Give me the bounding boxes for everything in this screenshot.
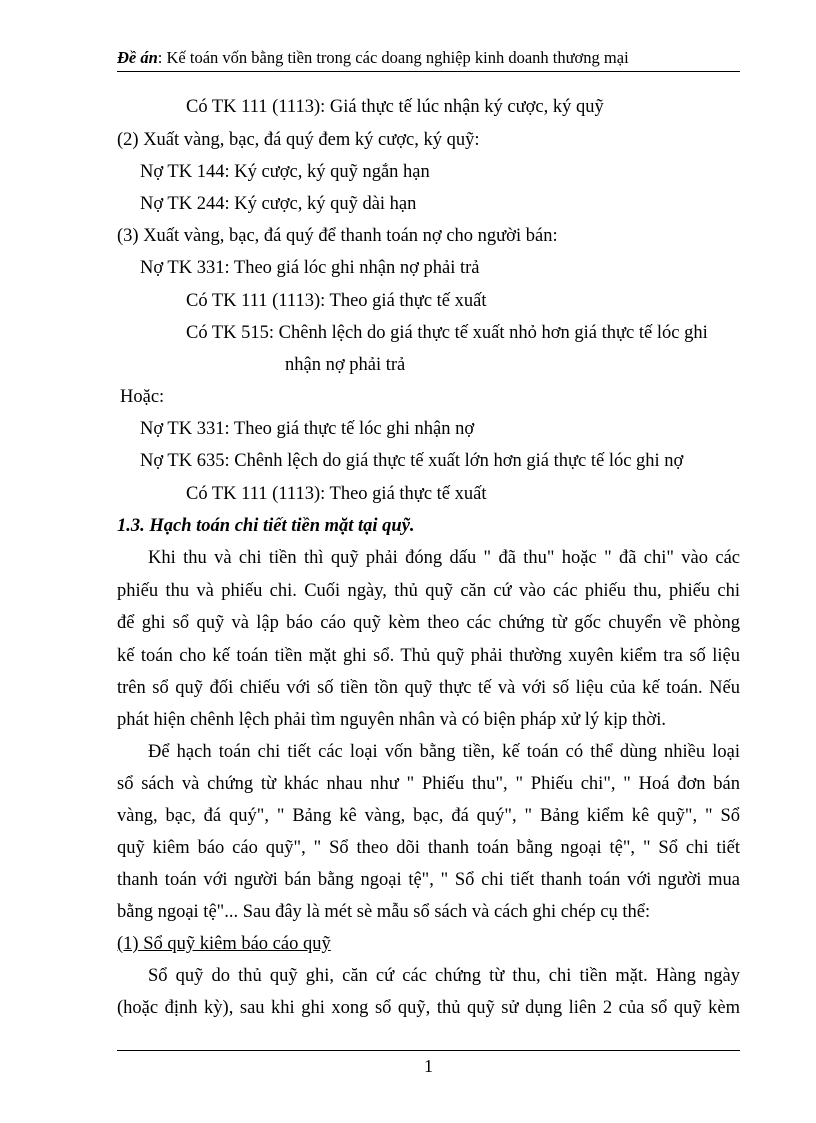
paragraph-line: Sổ quỹ do thủ quỹ ghi, căn cứ các chứng từ thu, chi tiền mặt. Hàng ngày xyxy=(148,966,740,986)
text-line: Nợ TK 244: Ký cược, ký quỹ dài hạn xyxy=(140,194,417,214)
header-title: : Kế toán vốn bằng tiền trong các doang nghiệp kinh doanh thương mại xyxy=(157,48,629,67)
text-line: Hoặc: xyxy=(120,387,165,407)
text-line: Nợ TK 144: Ký cược, ký quỹ ngắn hạn xyxy=(140,162,430,182)
paragraph-line: Để hạch toán chi tiết các loại vốn bằng tiền, kế toán có thể dùng nhiều loại xyxy=(148,742,740,762)
section-heading: 1.3. Hạch toán chi tiết tiền mặt tại quỹ. xyxy=(117,516,415,536)
text-line: nhận nợ phải trả xyxy=(285,355,406,375)
paragraph-line: bằng ngoại tệ"... Sau đây là mét sè mẫu sổ sách và cách ghi chép cụ thể: xyxy=(117,902,651,922)
paragraph-line: kế toán cho kế toán tiền mặt ghi sổ. Thủ quỹ phải thường xuyên kiểm tra số liệu xyxy=(117,646,740,666)
paragraph-line: quỹ kiêm báo cáo quỹ", " Sổ theo dõi thanh toán bằng ngoại tệ", " Sổ chi tiết xyxy=(117,838,740,858)
text-line: Có TK 111 (1113): Theo giá thực tế xuất xyxy=(186,291,487,311)
text-line: Có TK 111 (1113): Theo giá thực tế xuất xyxy=(186,484,487,504)
text-line: Có TK 111 (1113): Giá thực tế lúc nhận ký cược, ký quỹ xyxy=(186,97,604,117)
text-line: (3) Xuất vàng, bạc, đá quý để thanh toán nợ cho người bán: xyxy=(117,226,558,246)
text-line: Nợ TK 635: Chênh lệch do giá thực tế xuất lớn hơn giá thực tế lóc ghi nợ xyxy=(140,451,684,471)
paragraph-line: vàng, bạc, đá quý", " Bảng kê vàng, bạc, đá quý", " Bảng kiểm kê quỹ", " Sổ xyxy=(117,806,740,826)
text-line: Có TK 515: Chênh lệch do giá thực tế xuất nhỏ hơn giá thực tế lóc ghi xyxy=(186,323,708,343)
text-line: (2) Xuất vàng, bạc, đá quý đem ký cược, ký quỹ: xyxy=(117,130,480,150)
paragraph-line: Khi thu và chi tiền thì quỹ phải đóng dấu " đã thu" hoặc " đã chi" vào các xyxy=(148,548,740,568)
paragraph-line: để ghi sổ quỹ và lập báo cáo quỹ kèm theo các chứng từ gốc chuyển về phòng xyxy=(117,613,740,633)
paragraph-line: phát hiện chênh lệch phải tìm nguyên nhân và có biện pháp xử lý kịp thời. xyxy=(117,710,666,730)
paragraph-line: (hoặc định kỳ), sau khi ghi xong sổ quỹ, thủ quỹ sử dụng liên 2 của sổ quỹ kèm xyxy=(117,998,740,1018)
paragraph-line: sổ sách và chứng từ khác nhau như " Phiếu thu", " Phiếu chi", " Hoá đơn bán xyxy=(117,774,740,794)
header-rule xyxy=(117,71,740,72)
footer-rule xyxy=(117,1050,740,1051)
subheading: (1) Sổ quỹ kiêm báo cáo quỹ xyxy=(117,934,331,954)
text-line: Nợ TK 331: Theo giá lóc ghi nhận nợ phải trả xyxy=(140,258,480,278)
header-prefix: Đề án xyxy=(117,48,158,67)
paragraph-line: trên sổ quỹ đối chiếu với số tiền tồn quỹ thực tế và với số liệu của kế toán. Nếu xyxy=(117,678,740,698)
text-line: Nợ TK 331: Theo giá thực tế lóc ghi nhận nợ xyxy=(140,419,475,439)
page-header xyxy=(117,48,740,68)
paragraph-line: phiếu thu và phiếu chi. Cuối ngày, thủ quỹ căn cứ vào các phiếu thu, phiếu chi xyxy=(117,581,740,601)
paragraph-line: thanh toán với người bán bằng ngoại tệ", " Sổ chi tiết thanh toán với người mua xyxy=(117,870,740,890)
page-number: 1 xyxy=(424,1056,433,1076)
